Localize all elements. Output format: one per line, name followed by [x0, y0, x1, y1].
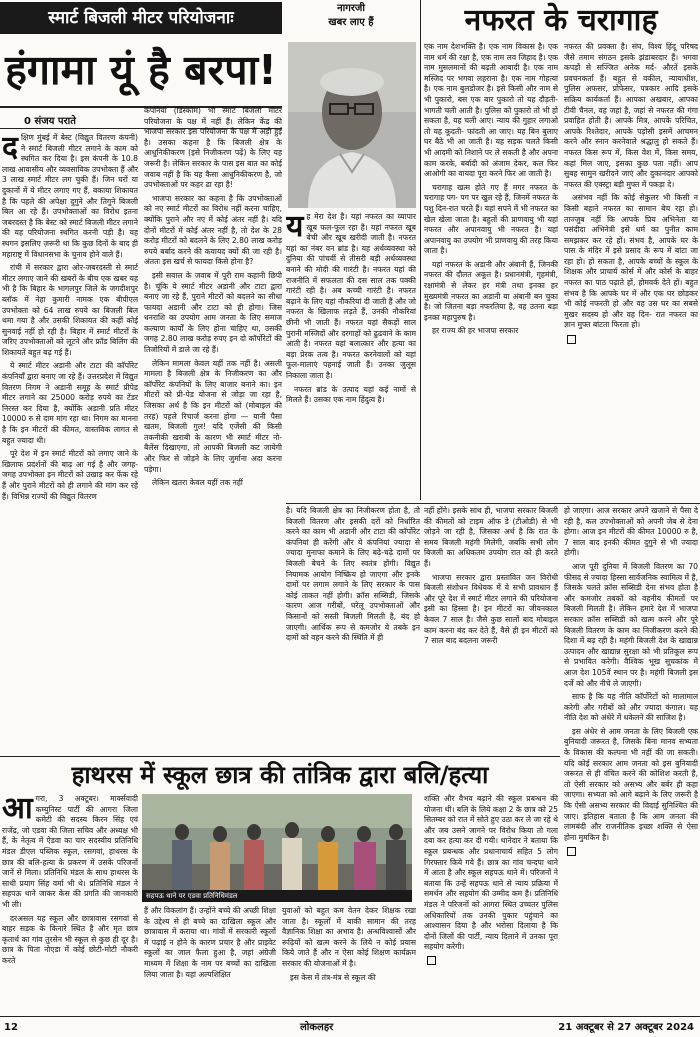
publication-name: लोकलहर: [300, 1022, 334, 1033]
paragraph: लेकिन मामला केवल यहीं तक नहीं है। असली मामला है बिजली क्षेत्र के निजीकरण का और कॉर्पोरेट कंपनियों के लिए बाजार बनाने का। इन मीटरों को प्री-पेड योजना से जोड़ा जा रहा है, जिसका अर्थ है कि इन मीटरों को (मोबाइल की तरह) पहले रिचार्ज करना होगा — यानी पैसा खतम, बिजली गुल! यदि एजेंसी की किसी तकनीकी खराबी के कारण भी स्मार्ट मीटर नो-बैलेंस दिखाएगा, तो आपकी बिजली कट जायेगी और फिर से जोड़ने के लिए जुर्माना अदा करना पड़ेगा।: [144, 358, 282, 474]
article1-column-2: [144, 106, 282, 753]
divider: [0, 1016, 700, 1017]
article2-headline: नफरत के चरागाह: [464, 3, 658, 38]
article1-column-5: [564, 506, 698, 1014]
author-photo: [288, 42, 416, 208]
paragraph: नहीं होंगे। इसके साथ ही, भाजपा सरकार बिजली की कीमतों को टाइम ऑफ डे (टीओडी) से भी जोड़ने जा रही है, जिसका अर्थ है कि रात के समय बिजली महंगी मिलेगी, जबकि सभी लोग बिजली का अधिकतम उपयोग रात को ही करते हैं।: [424, 506, 558, 568]
portrait-image: [288, 42, 416, 208]
article3-column-1: [2, 794, 138, 1014]
article3-column-3: [282, 906, 416, 1014]
paragraph: यहां नफरत के अडानी और अंबानी हैं, जिनकी नफरत की दौलत अकूत है। प्रधानमंत्री, गृहमंत्री, रक्षामंत्री से लेकर हर मंत्री तथा इनका हर मुख्यमंत्री नफरत का अडानी या अंबानी बन चुका है। जो जितना बड़ा नफरतिया है, वह उतना बड़ा इनका महापुरुष है।: [424, 259, 558, 322]
article1-column-3: [286, 506, 420, 754]
paragraph: शक्ति और वैभव बढ़ाने की स्कूल प्रबन्धन की योजना थी। बलि के लिये कक्षा 2 के छात्र को 25 सितम्बर को रात में सोते हुए उठा कर ले जा रहे थे और जब उसने जागने पर विरोध किया तो गला दबा कर हत्या कर दी गयी। थानेदार ने बताया कि स्कूल प्रबन्धक और प्रधानाचार्य सहित 5 लोग गिरफ्तार किये गये हैं। छात्र का गांव चन्दपा थाने में आता है और स्कूल सहपऊ थाने में। परिजनों ने बताया कि उन्हें सहपऊ थाने से न्याय प्रक्रिया में समर्थन और सहयोग की उम्मीद कम है। प्रतिनिधि मंडल ने परिजनों को आगरा स्थित उच्चतर पुलिस अधिकारियों तक उनकी पुकार पहुंचाने का आश्वासन दिया है और भरोसा दिलाया है कि दोनों जिलों की पार्टी, न्याय दिलाने में उनका पूरा सहयोग करेगी।: [424, 794, 558, 952]
dropcap: द: [2, 133, 18, 165]
article3-column-4: [424, 794, 558, 1014]
byline: 0 संजय पराते: [24, 116, 76, 127]
article3-column-2: [144, 906, 276, 1014]
article1-headline: हंगामा यूं है बरपा!: [5, 46, 277, 94]
page-number: 12: [4, 1022, 18, 1033]
paragraph: पूरे देश में इन स्मार्ट मीटरों को लगाए जाने के खिलाफ प्रदर्शनों की बाढ़ आ गई है और जगह-जगह उपभोक्ता इन मीटरों को उखाड़ कर फेंक रहे हैं और पुराने मीटरों को ही लगाने की मांग कर रहे हैं। विभिन्न राज्यों की विद्युत वितरण: [2, 449, 138, 501]
paragraph: लेकिन खतरा केवल यहीं तक नहीं: [152, 478, 243, 488]
group-photo-image: [142, 794, 412, 890]
dropcap: य: [286, 212, 304, 244]
paragraph: इस अंधेर से आम जनता के लिए बिजली एक बुनियादी जरूरत है, जिसके बिना मानव सभ्यता के विकास की कल्पना भी नहीं की जा सकती। यदि कोई सरकार आम जनता को इस बुनियादी जरूरत से ही वंचित करने की कोशिश करती है, तो ऐसी सरकार को असभ्य और बर्बर ही कहा जाएगा। सभ्यता को आगे बढ़ाने के लिए जरूरी है कि ऐसी असभ्य सरकार की विदाई सुनिश्चित की जाए। इतिहास बताता है कि आम जनता की लामबंदी और राजनीतिक इच्छा शक्ति से ऐसा होना मुमकिन है।: [564, 726, 698, 842]
end-mark-icon: [567, 335, 576, 344]
paragraph: आज पूरी दुनिया में बिजली वितरण का 70 फीसद से ज्यादा हिस्सा सार्वजनिक स्वामित्व में है, जिसके चलते क्रॉस सब्सिडी देना संभव होता है और कमजोर तबकों को वहनीय कीमतों पर बिजली मिलती है। लेकिन हमारे देश में भाजपा सरकार क्रॉस सब्सिडी को खत्म करने और पूरे बिजली वितरण के काम का निजीकरण करने की दिशा में बढ़ रही है। महंगी बिजली देश के खाद्यान्न उत्पादन और खाद्यान्न सुरक्षा को भी प्रतिकूल रूप से प्रभावित करेगी। वैश्विक भूख सूचकांक में आज देश 105वें स्थान पर है। महंगी बिजली इस दर्जे को और नीचे ले जाएगी।: [564, 561, 698, 688]
divider: [420, 0, 421, 500]
paragraph: भाजपा सरकार द्वारा प्रस्तावित जन विरोधी बिजली संशोधन विधेयक में ये सभी प्रावधान हैं और पूरे देश में स्मार्ट मीटर लगाने की परियोजना इसी का हिस्सा है। इन मीटरों का जीवनकाल केवल 7 साल है। जैसे कुछ सालों बाद मोबाइल काम करना बंद कर देते हैं, वैसे ही इन मीटरों को 7 साल बाद बदलना जरूरी: [424, 572, 558, 646]
paragraph: इस केस में तंत्र-मंत्र से स्कूल की: [290, 972, 376, 982]
paragraph: ये स्मार्ट मीटर अडानी और टाटा की कॉर्पोरेट कंपनियाँ द्वारा बनाए जा रहे हैं। उत्तरप्रदेश में विद्युत वितरण निगम ने अडानी समूह के स्मार्ट प्रीपेड मीटर लगाने का 25000 करोड़ रुपये का टेंडर निरस्त कर दिया है, क्योंकि अडानी प्रति मीटर 10000 रु से दाम मांग रहा था। निगम का मानना है कि इन मीटरों की कीमत, वास्तविक लागत से बहुत ज्यादा थी।: [2, 361, 138, 445]
article1-column-1: [2, 133, 138, 753]
issue-date: 21 अक्टूबर से 27 अक्टूबर 2024: [558, 1022, 694, 1033]
paragraph: ह मेरा देश है। यहां नफरत का व्यापार खूब फल-फूल रहा है। यहां नफरत खूब बेची और खूब खरीदी जाती है। नफरत यहां का नंबर वन ब्रांड है। यह अर्थव्यवस्था को दुनिया की पांचवीं से तीसरी बड़ी अर्थव्यवस्था बनाने की मोदी की गारंटी है। नफरत यहां की राजनीति में सफलता की दस साल तक पक्की गारंटी रही है। अब कच्ची गारंटी है। नफरत बढ़ाने के लिए यहां नौकरियां दी जाती हैं और जो नफरत के खिलाफ लड़ते हैं, उनकी नौकरियां छीनी भी जाती हैं। नफरत यहां सैकड़ों साल पुरानी मस्जिदों और दरगाहों को ढुढवाने के काम आती है। नफरत यहां बलात्कार और हत्या का बड़ा प्रेरक तत्व है। नफरत करनेवालों को यहां फूल-मालाएं पहनाई जाती हैं। उनका जुलूस निकाला जाता है।: [286, 212, 416, 380]
group-photo: [142, 794, 412, 890]
kicker-line-1: नागरजी: [337, 3, 365, 14]
kicker-line-2: खबर लाए हैं: [328, 17, 374, 28]
column-kicker: [286, 2, 416, 30]
article1-column-4: [424, 506, 558, 754]
end-mark-icon: [567, 847, 576, 856]
paragraph: नफरत ब्रांड के उत्पाद यहां कई नामों से मिलते हैं। उसका एक नाम हिंदुत्व है।: [286, 384, 416, 405]
paragraph: इसी सवाल के जवाब में पूरी राम कहानी छिपी है। चूंकि ये स्मार्ट मीटर अडानी और टाटा द्वारा बनाए जा रहे हैं, पुराने मीटरों को बदलने का सीधा फायदा अडानी और टाटा को ही होगा। जिस धनराशि का उपयोग आम जनता के लिए समाज कल्याण कार्यों के लिए होना चाहिए था, उसकी जगह 2.80 लाख करोड़ रुपए इन दो कॉर्पोरेटों की तिजोरियों में डाले जा रहे हैं।: [144, 270, 282, 355]
paragraph: युवाओं को बहुत कम वेतन देकर शिक्षक रखा जाता है। स्कूलों में बाकी सामान की तरह वैज्ञानिक शिक्षा का अभाव है। अन्धविश्वासों और रूढ़ियों को खत्म करने के लिये न कोई प्रयास किये जाते हैं और न ऐसा कोई शिक्षण कार्यक्रम सरकार की योजनाओं में है।: [282, 906, 416, 968]
paragraph: क्षिण मुंबई में बेस्ट (विद्युत वितरण कंपनी) ने स्मार्ट बिजली मीटर लगाने के काम को स्थगित कर दिया है। इस कंपनी के 10.8 लाख आवासीय और व्यवसायिक उपभोक्ता हैं और 3 लाख स्मार्ट मीटर लग चुकी हैं। जिन घरों या दुकानों में ये मीटर लगाए गए हैं, बकाया शिकायत है कि पहले की अपेक्षा दुगुने और तिगुने बिजली बिल आ रहे हैं। उपभोक्ताओं का विरोध इतना जबरदस्त है कि बेस्ट को स्मार्ट बिजली मीटर लगाने की यह परियोजना स्थगित करनी पड़ी है। यह स्थगन इसलिए ज़रूरी था कि कुछ दिनों के बाद ही महाराष्ट्र में विधानसभा के चुनाव होने वाले हैं।: [2, 133, 138, 259]
paragraph: साफ है कि यह नीति कॉर्पोरेटों को मालामाल करेगी और गरीबों को और ज्यादा कंगाल। यह नीति देश को अंधेरे में धकेलने की साजिश है।: [564, 692, 698, 723]
paragraph: हैं और विकलांग हैं। उन्होंने बच्चे की अच्छी शिक्षा के उद्देश्य से ही बच्चे का दाखिला स्कूल और छात्रावास में कराया था। गांवों में सरकारी स्कूलों में पढ़ाई न होने के कारण प्रचार है और प्राइवेट स्कूलों का जाल फैला हुआ है, जहां अंग्रेजी माध्यम में शिक्षा के नाम पर बच्चों का दाखिला लिया जाता है। यहां अल्पशिक्षित: [144, 906, 276, 979]
paragraph: है। यदि बिजली क्षेत्र का निजीकरण होता है, तो बिजली वितरण और इसकी दरों को निर्धारित करने का काम भी अडानी और टाटा की कॉर्पोरेट कंपनियां ही करेंगी और ये कंपनियां ज्यादा से ज्यादा मुनाफा कमाने के लिए बढ़े-चढ़े दामों पर बिजली बेचने के लिए स्वतंत्र होंगी। विद्युत नियामक आयोग निष्क्रिय हो जाएगा और इनके दामों पर लगाम लगाने के लिए सरकार के पास कोई ताकत नहीं होगी। क्रॉस सब्सिडी, जिसके कारण आज गरीबों, घरेलू उपभोक्ताओं और किसानों को सस्ती बिजली मिलती है, बंद हो जाएगी। आर्थिक रूप से कमजोर ये तबके इन दामों को वहन करने की स्थिति में ही: [286, 506, 420, 643]
photo-caption: सहपऊ थाने पर एडवा प्रतिनिधिमंडल: [142, 890, 412, 902]
paragraph: चरागाह खत्म होते गए हैं मगर नफरत के चरागाह पग- पग पर खुल रहे हैं, जिनमें नफरत के पशु दिन-रात चरते हैं। यहां सपने में भी नफरत का खेल खेला जाता है। बहुतों की प्राणवायु भी यहां नफरत और अपानवायु भी नफरत है। यहां अपानवायु का उपयोग भी प्राणवायु की तरह किया जाता है।: [424, 182, 558, 256]
article2-column-3: [564, 42, 698, 502]
paragraph: असंभव नहीं कि कोई सेकुलर भी किसी न किसी बहाने नफरत का सामान बेच रहा हो। ताज्जुब नहीं कि आपके प्रिय अभिनेता या पसंदीदा अभिनेत्री इसे धर्म का पुनीत काम समझकर कर रहे हों। संभव है, आपके घर के पास के मंदिर में इसे प्रसाद के रूप में बांटा जा रहा हो। हो सकता है, आपके बच्चों के स्कूल के शिक्षक और प्राचार्य कोर्स में और कोर्स के बाहर नफरत का पाठ पढ़ाते हों, होमवर्क देते हों। बहुत संभव है कि आपके घर में और एक घर छोड़कर भी कोई नफरती हो और वह उस घर का सबसे मुखर सदस्य हो और वह दिन- रात नफरत का ज्ञान मुफ्त बांटता फिरता हो।: [564, 193, 698, 330]
paragraph: एक नाम देशभक्ति है। एक नाम विकास है। एक नाम धर्म की रक्षा है, एक नाम लव जिहाद है। एक नाम मुसलमानों की बढ़ती आबादी है। एक नाम मस्जिद पर भगवा लहराना है। एक नाम गोहत्या है। एक नाम बुलडोजर है। इसे किसी और नाम से भी पुकारो, बस एक बार पुकारो तो यह दौड़ती- भागती चली आती है। पुलिस को पुकारो तो भी हो सकता है, यह चली आए। न्याय की गुहार लगाओ तो यह कूदती- फांदती आ जाए। यह बिन बुलाए घर बैठे भी आ जाती है। यह सड़क चलते किसी भी आदमी को निशाने पर ले सकती है और अपना काम करके, बर्बादी को अंजाम देकर, कल फिर आओगी का वायदा पूरा करने फिर आ जाती है।: [424, 42, 558, 179]
paragraph: नफरत की प्रवक्ता है। संघ, विश्व हिंदू परिषद जैसे तमाम संगठन इसके झंडाबरदार हैं। भगवा कपड़ों से सज्जित अनेक मर्द- औरतें इसके प्रवचनकर्ता हैं। बहुत से वकील, न्यायाधीश, पुलिस अफसर, प्रोफेसर, पत्रकार आदि इसके सक्रिय कार्यकर्ता हैं। आपका अखबार, आपका टीवी चैनल, वह जहां है, जहां से नफरत की गंगा प्रवाहित होती है। आपके मित्र, आपके परिचित, आपके रिश्तेदार, आपके पड़ोसी इसमें आचमन करने और स्नान करनेवाले श्रद्धालु हो सकते हैं। नफरत किस रूप में, किस वेश में, किस समय, कहां मिल जाए, इसका कुछ पता नहीं। आप सुबह सामुन खरीदने जाएं और दुकानदार आपको नफरत की एक्स्ट्रा बड़ी मुफ्त में पकड़ा दे।: [564, 42, 698, 189]
divider: [0, 756, 560, 757]
paragraph: हो जाएगा। आज सरकार अपने खजाने से पैसा दे रही है, कल उपभोक्ताओं को अपनी जेब से देना होगा। आज इन मीटरों की कीमत 10000 रु है, 7 साल बाद इनकी कीमत दुगुने से भी ज्यादा होगी।: [564, 506, 698, 558]
paragraph: गरा, 3 अक्टूबर। मार्क्सवादी कम्युनिस्ट पार्टी की आगरा जिला कमेटी की सदस्य किरन सिंह एवं राजेंद्र, जो एडवा की जिला सचिव और अध्यक्ष भी हैं, के नेतृत्व में ऐडवा का चार सदस्यीय प्रतिनिधि मंडल डीएल पब्लिक स्कूल, रसगवां, हाथरस के छात्र की बलि-हत्या के प्रकरण में उसके परिजनों जानें से मिला। प्रतिनिधि मंडल के साथ हाथरस के साथी प्रयाग सिंह वर्मा भी थे। प्रतिनिधि मंडल ने सहपऊ थाने जाकर केस की प्रगति की जानकारी भी ली।: [2, 794, 138, 909]
end-mark-icon: [427, 956, 436, 965]
paragraph: दरअसल यह स्कूल और छात्रावास रसगवां से बाहर सड़क के किनारे स्थित है और मृत छात्र कृतार्थ का गांव तुरसेन भी स्कूल से कुछ ही दूर है। छात्र के पिता नोएडा में कोई छोटी-मोटी नौकरी करते: [2, 913, 138, 965]
article1-banner: स्मार्ट बिजली मीटर परियोजनाः: [0, 2, 282, 34]
dropcap: आ: [2, 794, 33, 826]
divider: [286, 503, 700, 504]
paragraph: कंपनियां (डिस्कॉम) भी स्मार्ट बिजली मीटर परियोजना के पक्ष में नहीं हैं। लेकिन केंद्र की भाजपा सरकार इस परियोजना के पक्ष में अड़ी हुई है। उसका कहना है कि बिजली क्षेत्र के आधुनिकीकरण (इसे निजीकरण पढ़ें) के लिए यह जरूरी है। लेकिन सरकार के पास इस बात का कोई जवाब नहीं है कि यह कैसा आधुनिकीकरण है, जो उपभोक्ताओं पर कहर ढा रहा है!: [144, 106, 282, 190]
paragraph: भाजपा सरकार का कहना है कि उपभोक्ताओं को नए स्मार्ट मीटरों का विरोध नहीं करना चाहिए, क्योंकि पुराने और नए में कोई अंतर नहीं है। यदि दोनों मीटरों में कोई अंतर नहीं है, तो देश के 28 करोड़ मीटरों को बदलने के लिए 2.80 लाख करोड़ रुपये बर्बाद करने की कवायद क्यों की जा रही है। अंततः इस खर्च से फायदा किसे होना है?: [144, 193, 282, 267]
paragraph: रांची में सरकार द्वारा ओर-जबरदस्ती से स्मार्ट मीटर लगाए जाने की खबरों के बीच एक खबर यह भी है कि बिहार के भागलपुर जिले के जगदीशपुर ब्लॉक में नेहा कुमारी नामक एक बीपीएल उपभोक्ता को 64 लाख रुपये का बिजली बिल थमा गया है और उसकी शिकायत की कहीं कोई सुनवाई नहीं हो रही है। बिहार में स्मार्ट मीटरों के जरिए उपभोक्ताओं को लूटने और फ्रॉड बिलिंग की शिकायतें बहुत बढ़ गई हैं।: [2, 263, 138, 357]
page-footer: [0, 1018, 700, 1037]
article2-column-2: [424, 42, 558, 502]
article3-headline: हाथरस में स्कूल छात्र की तांत्रिक द्वारा बलि/हत्या: [71, 761, 489, 789]
article2-column-1: [286, 212, 416, 502]
paragraph: हर राज्य की हर भाजपा सरकार: [432, 326, 519, 336]
